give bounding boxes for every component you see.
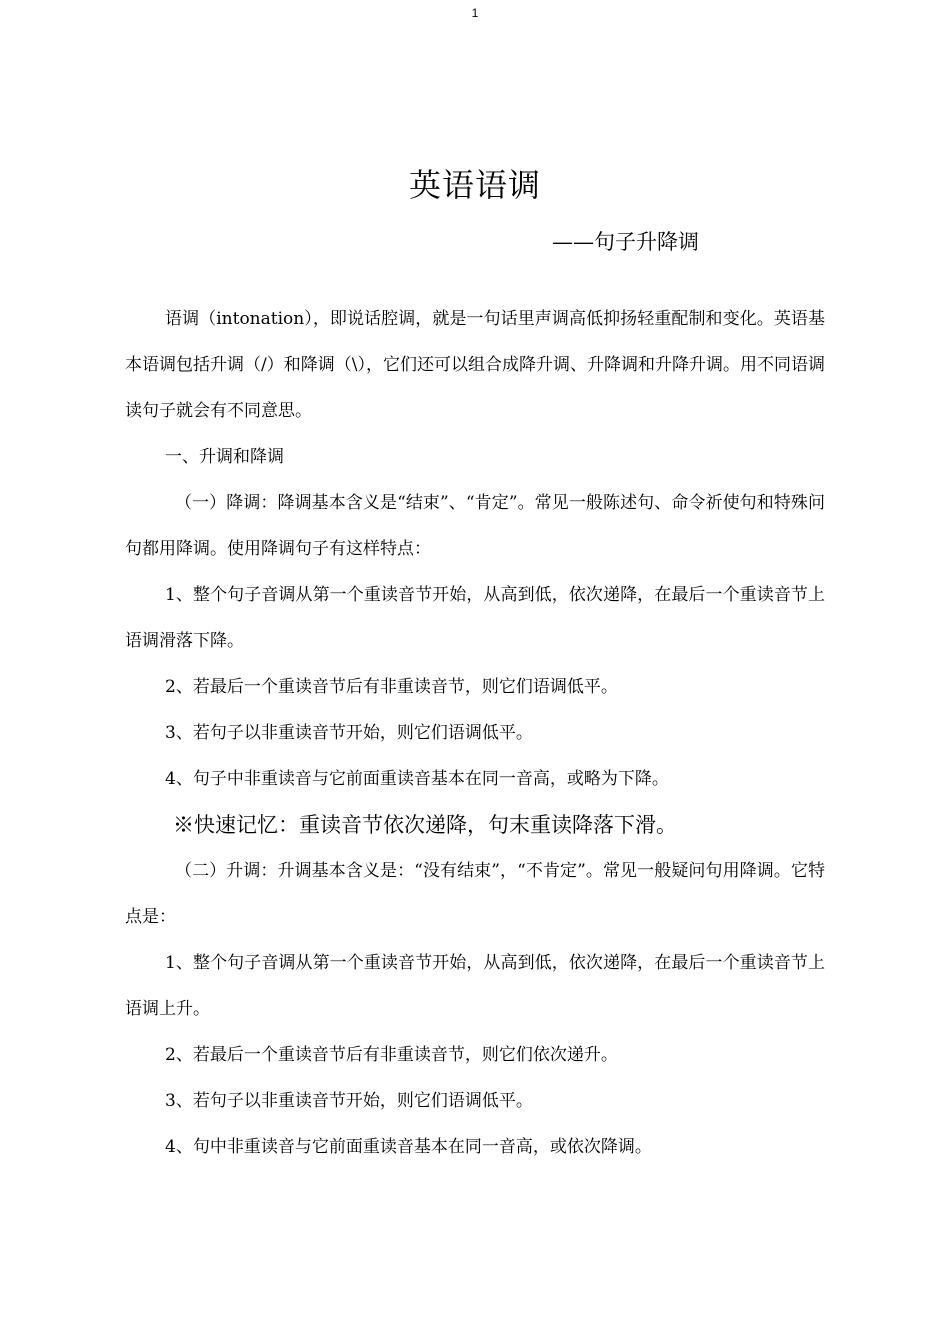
intro-paragraph: 语调（intonation），即说话腔调，就是一句话里声调高低抑扬轻重配制和变化。英语基本语调包括升调（/）和降调（\），它们还可以组合成降升调、升降调和升降升调。用不同语调读句子就会有不同意思。 xyxy=(125,309,825,421)
rising-tone-heading: （二）升调：升调基本含义是：“没有结束”，“不肯定”。常见一般疑问句用降调。它特点是： xyxy=(125,861,825,927)
rising-point-2: 2、若最后一个重读音节后有非重读音节，则它们依次递升。 xyxy=(165,1045,618,1065)
rising-point-1: 1、整个句子音调从第一个重读音节开始，从高到低，依次递降，在最后一个重读音节上语调上升。 xyxy=(125,953,825,1019)
rising-point-3: 3、若句子以非重读音节开始，则它们语调低平。 xyxy=(165,1091,533,1111)
falling-point-3: 3、若句子以非重读音节开始，则它们语调低平。 xyxy=(165,723,533,743)
document-title: 英语语调 xyxy=(408,166,541,204)
falling-tone-heading: （一）降调：降调基本含义是“结束”、“肯定”。常见一般陈述句、命令祈使句和特殊问句都用降调。使用降调句子有这样特点： xyxy=(125,493,825,559)
page-number: 1 xyxy=(471,6,479,20)
falling-point-1: 1、整个句子音调从第一个重读音节开始，从高到低，依次递降，在最后一个重读音节上语调滑落下降。 xyxy=(125,585,825,651)
section-heading: 一、升调和降调 xyxy=(165,447,284,467)
quick-memo: ※快速记忆：重读音节依次递降，句末重读降落下滑。 xyxy=(173,813,677,837)
falling-point-4: 4、句子中非重读音与它前面重读音基本在同一音高，或略为下降。 xyxy=(165,769,669,789)
document-subtitle: ——句子升降调 xyxy=(552,230,699,254)
rising-point-4: 4、句中非重读音与它前面重读音基本在同一音高，或依次降调。 xyxy=(165,1137,652,1157)
document-body xyxy=(125,296,825,1170)
falling-point-2: 2、若最后一个重读音节后有非重读音节，则它们语调低平。 xyxy=(165,677,618,697)
